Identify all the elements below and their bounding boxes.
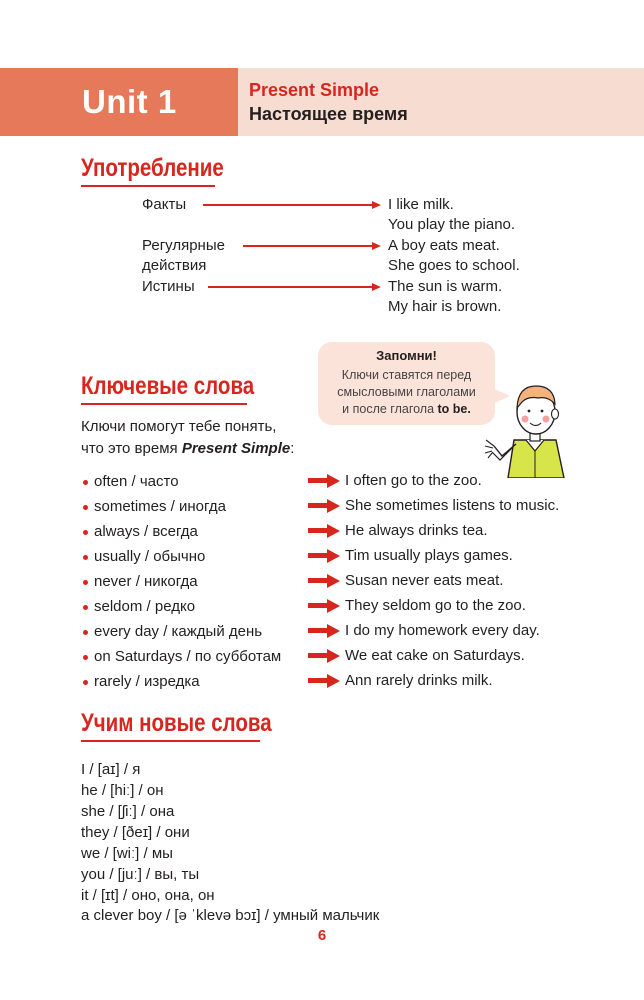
keyword-arrow-shaft xyxy=(308,553,328,558)
keyword-arrow-head xyxy=(327,474,340,488)
keyword-arrow-head xyxy=(327,649,340,663)
keyword-arrow-shaft xyxy=(308,503,328,508)
usage-title: Употребление xyxy=(81,154,224,182)
vocab-item: we / [wiː] / мы xyxy=(81,845,173,862)
note-line: смысловыми глаголами xyxy=(337,385,476,399)
bullet xyxy=(83,555,88,560)
keyword-item: every day / каждый день xyxy=(94,623,263,640)
intro-prefix: что это время xyxy=(81,440,182,457)
note-line xyxy=(318,401,495,418)
usage-example: My hair is brown. xyxy=(388,298,502,315)
usage-arrow-line xyxy=(243,245,373,247)
keyword-example: I often go to the zoo. xyxy=(345,472,482,489)
vocab-item: you / [juː] / вы, ты xyxy=(81,866,200,883)
keyword-arrow-shaft xyxy=(308,578,328,583)
usage-arrow-line xyxy=(203,204,373,206)
keyword-item: never / никогда xyxy=(94,573,198,590)
keywords-title-underline xyxy=(81,403,247,405)
note-emphasis: to be. xyxy=(437,402,471,416)
keywords-intro-line1: Ключи помогут тебе понять, xyxy=(81,418,277,435)
page-number: 6 xyxy=(317,927,327,944)
keyword-arrow-head xyxy=(327,499,340,513)
vocab-item: I / [aɪ] / я xyxy=(81,761,141,778)
usage-example: I like milk. xyxy=(388,196,454,213)
usage-arrow-head xyxy=(372,201,381,209)
vocab-item: she / [ʃiː] / она xyxy=(81,803,175,820)
keyword-arrow-shaft xyxy=(308,528,328,533)
note-text xyxy=(318,367,495,418)
vocab-item: he / [hiː] / он xyxy=(81,782,164,799)
usage-arrow-head xyxy=(372,242,381,250)
keyword-example: We eat cake on Saturdays. xyxy=(345,647,525,664)
keyword-example: They seldom go to the zoo. xyxy=(345,597,526,614)
vocab-item: a clever boy / [ə ˈklevə bɔɪ] / умный мальчик xyxy=(81,907,380,924)
bullet xyxy=(83,655,88,660)
usage-arrow-line xyxy=(208,286,373,288)
keyword-arrow-head xyxy=(327,624,340,638)
note-line-prefix: и после глагола xyxy=(342,402,438,416)
bullet xyxy=(83,530,88,535)
usage-example: She goes to school. xyxy=(388,257,520,274)
keyword-arrow-shaft xyxy=(308,678,328,683)
bullet xyxy=(83,680,88,685)
vocab-title: Учим новые слова xyxy=(81,709,272,737)
keyword-item: on Saturdays / по субботам xyxy=(94,648,282,665)
keyword-example: Susan never eats meat. xyxy=(345,572,504,589)
keyword-arrow-head xyxy=(327,574,340,588)
keyword-example: I do my homework every day. xyxy=(345,622,540,639)
keyword-example: Tim usually plays games. xyxy=(345,547,513,564)
topic-russian: Настоящее время xyxy=(249,104,408,124)
keyword-arrow-head xyxy=(327,524,340,538)
usage-label-truths: Истины xyxy=(142,278,195,295)
keyword-arrow-head xyxy=(327,674,340,688)
vocab-item: it / [ɪt] / оно, она, он xyxy=(81,887,215,904)
usage-arrow-head xyxy=(372,283,381,291)
bullet xyxy=(83,630,88,635)
keywords-intro-line2 xyxy=(81,439,294,459)
keyword-item: usually / обычно xyxy=(94,548,206,565)
usage-label-regular-2: действия xyxy=(142,257,207,274)
keyword-item: seldom / редко xyxy=(94,598,196,615)
boy-illustration xyxy=(484,374,584,478)
bullet xyxy=(83,605,88,610)
vocab-item: they / [ðeɪ] / они xyxy=(81,824,190,841)
keyword-arrow-shaft xyxy=(308,653,328,658)
note-title: Запомни! xyxy=(376,348,437,363)
usage-example: A boy eats meat. xyxy=(388,237,500,254)
keyword-item: always / всегда xyxy=(94,523,198,540)
keyword-item: sometimes / иногда xyxy=(94,498,226,515)
intro-emphasis: Present Simple xyxy=(181,440,291,457)
vocab-title-underline xyxy=(81,740,260,742)
usage-title-underline xyxy=(81,185,215,187)
keyword-arrow-shaft xyxy=(308,478,328,483)
usage-example: The sun is warm. xyxy=(388,278,503,295)
keyword-example: Ann rarely drinks milk. xyxy=(345,672,493,689)
keyword-arrow-head xyxy=(327,549,340,563)
keyword-arrow-head xyxy=(327,599,340,613)
unit-title: Unit 1 xyxy=(82,83,177,120)
keyword-item: rarely / изредка xyxy=(94,673,200,690)
keyword-example: He always drinks tea. xyxy=(345,522,488,539)
intro-suffix: : xyxy=(290,440,295,457)
keyword-arrow-shaft xyxy=(308,628,328,633)
bullet xyxy=(83,580,88,585)
bullet xyxy=(83,480,88,485)
bullet xyxy=(83,505,88,510)
note-line: Ключи ставятся перед xyxy=(341,368,472,382)
keyword-arrow-shaft xyxy=(308,603,328,608)
topic-english: Present Simple xyxy=(249,80,380,100)
usage-label-regular: Регулярные xyxy=(142,237,225,254)
keyword-example: She sometimes listens to music. xyxy=(345,497,560,514)
usage-example: You play the piano. xyxy=(388,216,516,233)
keyword-item: often / часто xyxy=(94,473,179,490)
usage-label-facts: Факты xyxy=(142,196,187,213)
keywords-title: Ключевые слова xyxy=(81,372,255,400)
